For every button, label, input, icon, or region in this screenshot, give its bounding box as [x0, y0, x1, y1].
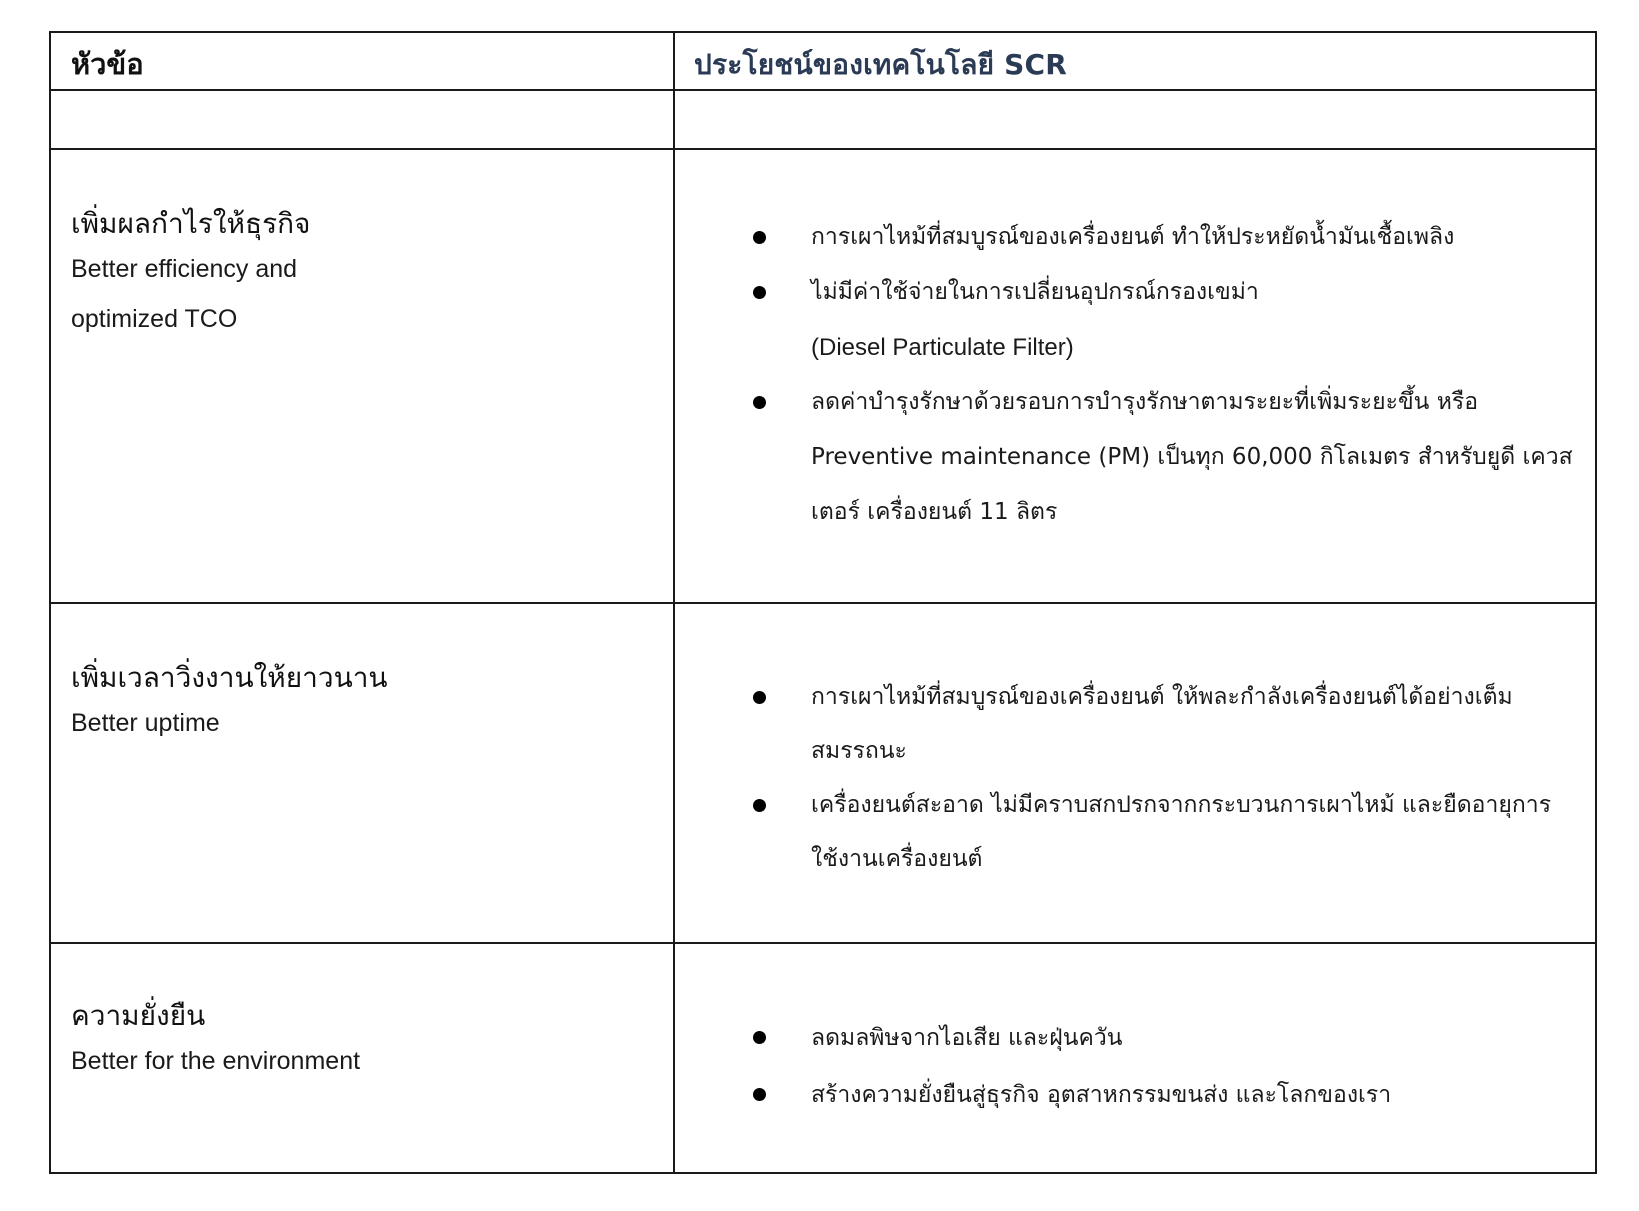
benefit-text: ลดค่าบำรุงรักษาด้วยรอบการบำรุงรักษาตามระยะที่เพิ่มระยะขึ้น หรือ Preventive maintenance (PM) เป็นทุก 60,000 กิโลเมตร สำหรับยูดี เควสเตอร์ เครื่องยนต์ 11 ลิตร — [811, 389, 1573, 526]
bullet-dot-icon — [753, 231, 766, 244]
topic-title-english-line2: optimized TCO — [71, 305, 238, 334]
topic-cell — [50, 149, 674, 603]
topic-title-thai: เพิ่มเวลาวิ่งงานให้ยาวนาน — [71, 660, 388, 694]
topic-block — [51, 944, 673, 1086]
table-row — [50, 943, 1596, 1173]
table-row — [50, 149, 1596, 603]
bullet-dot-icon — [753, 1031, 766, 1044]
benefit-text: การเผาไหม้ที่สมบูรณ์ของเครื่องยนต์ ทำให้ประหยัดน้ำมันเชื้อเพลิง — [811, 224, 1455, 251]
bullet-dot-icon — [753, 691, 766, 704]
benefit-text: สร้างความยั่งยืนสู่ธุรกิจ อุตสาหกรรมขนส่ง และโลกของเรา — [811, 1081, 1392, 1108]
benefit-subline: (Diesel Particulate Filter) — [811, 334, 1074, 362]
table-blank-row — [50, 90, 1596, 149]
header-cell-benefit — [674, 32, 1596, 90]
bullet-dot-icon — [753, 1088, 766, 1101]
list-item — [675, 670, 1595, 778]
topic-block — [51, 150, 673, 344]
topic-block — [51, 604, 673, 748]
topic-title-english: Better uptime — [71, 708, 220, 737]
header-benefit-label: ประโยชน์ของเทคโนโลยี SCR — [694, 48, 1068, 81]
topic-title-english: Better efficiency and — [71, 255, 298, 284]
topic-cell — [50, 943, 674, 1173]
list-item — [675, 1067, 1595, 1124]
benefit-cell — [674, 943, 1596, 1173]
scr-benefits-table — [49, 31, 1597, 1174]
blank-cell-topic — [50, 90, 674, 149]
benefit-cell — [674, 603, 1596, 943]
benefit-list — [675, 150, 1595, 540]
list-item — [675, 265, 1595, 375]
topic-title-thai: เพิ่มผลกำไรให้ธุรกิจ — [71, 207, 311, 241]
list-item — [675, 1010, 1595, 1067]
benefit-text: การเผาไหม้ที่สมบูรณ์ของเครื่องยนต์ ให้พละกำลังเครื่องยนต์ได้อย่างเต็มสมรรถนะ — [811, 683, 1513, 764]
topic-title-english: Better for the environment — [71, 1046, 361, 1075]
topic-title-thai: ความยั่งยืน — [71, 998, 206, 1032]
benefit-list — [675, 944, 1595, 1124]
list-item — [675, 778, 1595, 886]
list-item — [675, 375, 1595, 540]
header-cell-topic — [50, 32, 674, 90]
benefit-list — [675, 604, 1595, 886]
bullet-dot-icon — [753, 286, 766, 299]
list-item — [675, 210, 1595, 265]
benefit-text: เครื่องยนต์สะอาด ไม่มีคราบสกปรกจากกระบวนการเผาไหม้ และยืดอายุการใช้งานเครื่องยนต์ — [811, 791, 1552, 872]
bullet-dot-icon — [753, 799, 766, 812]
table-row — [50, 603, 1596, 943]
benefit-text: ลดมลพิษจากไอเสีย และฝุ่นควัน — [811, 1024, 1123, 1051]
topic-cell — [50, 603, 674, 943]
benefit-text: ไม่มีค่าใช้จ่ายในการเปลี่ยนอุปกรณ์กรองเขม่า — [811, 279, 1259, 306]
benefit-cell — [674, 149, 1596, 603]
header-topic-label: หัวข้อ — [71, 47, 144, 81]
bullet-dot-icon — [753, 396, 766, 409]
blank-cell-benefit — [674, 90, 1596, 149]
table-header-row — [50, 32, 1596, 90]
